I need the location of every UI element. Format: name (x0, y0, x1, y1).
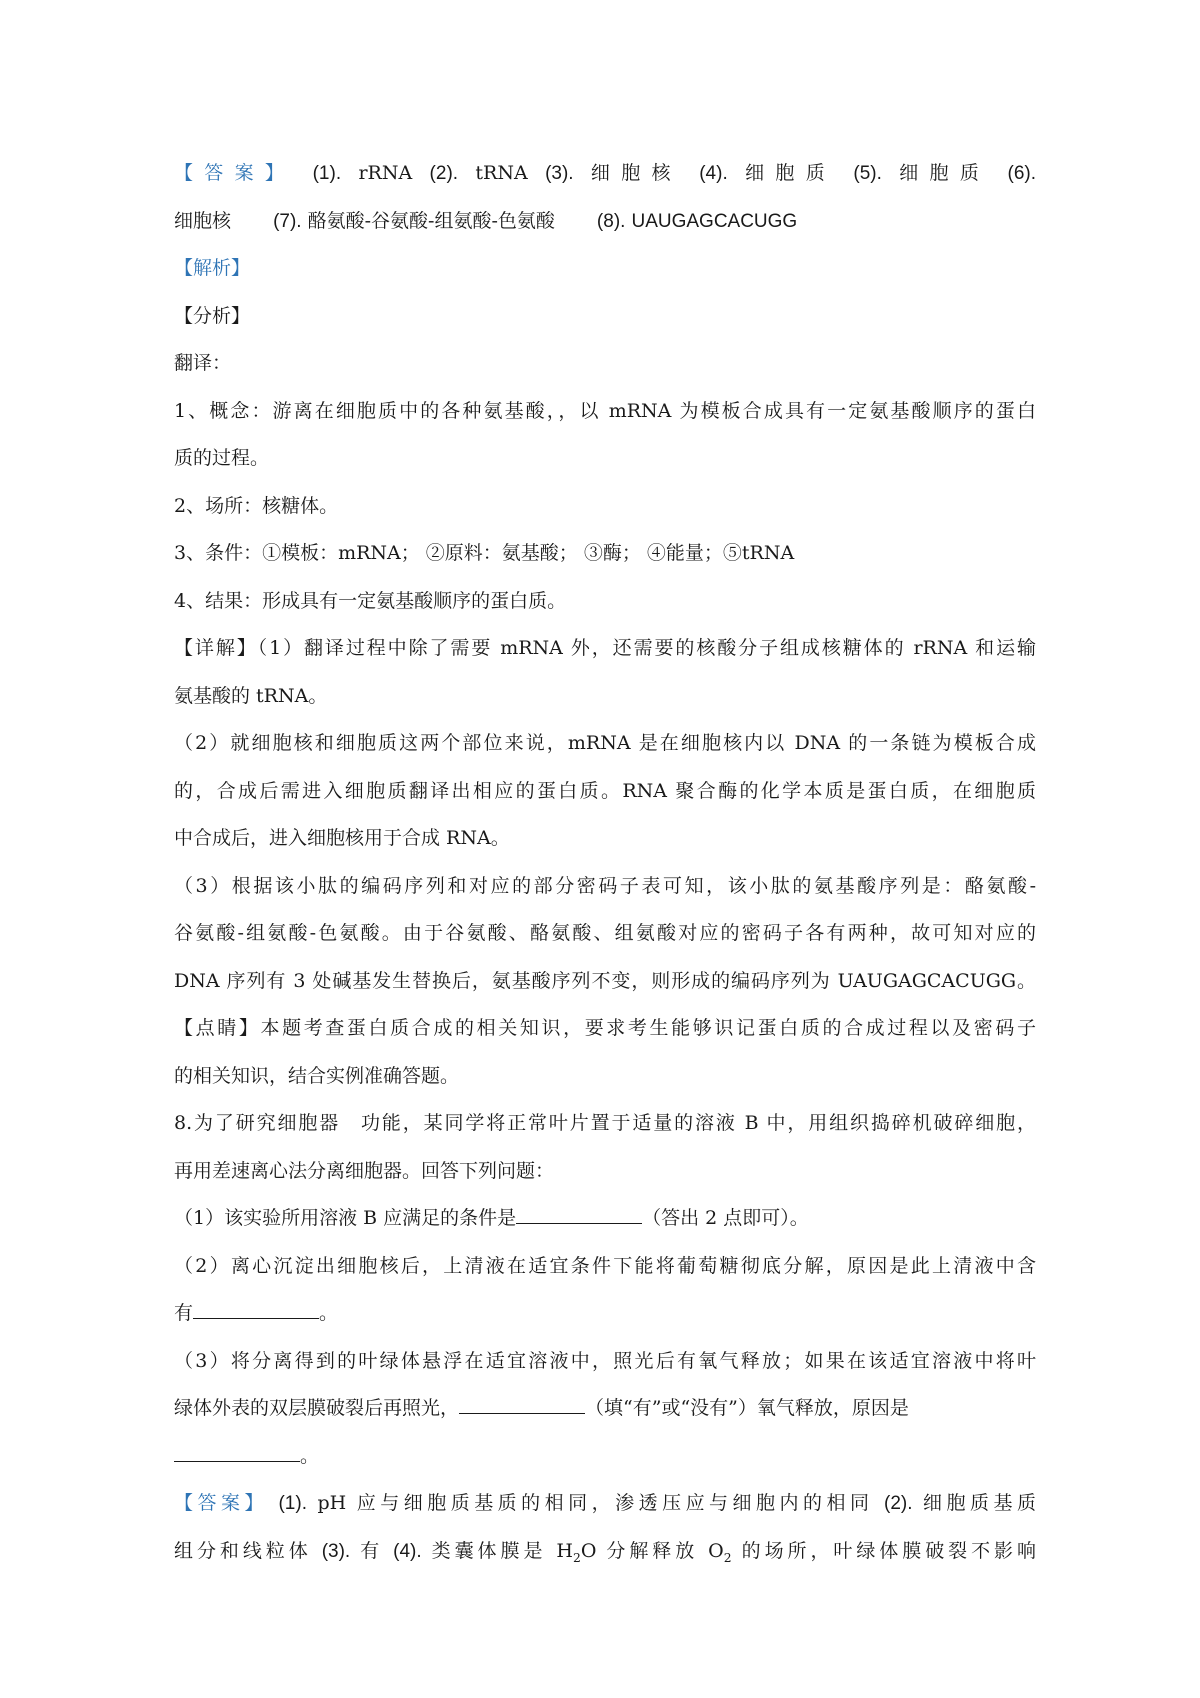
document-page (174, 150, 1036, 1575)
sub-question-1 (174, 1195, 1036, 1243)
answer-blank (193, 1298, 319, 1319)
answer-text: 组分和线粒体 (174, 1539, 312, 1562)
jiexi-tag: 【解析】 (174, 257, 251, 279)
sub-question-2-cont (174, 1290, 1036, 1338)
dianjing-text: 本题考查蛋白质合成的相关知识，要求考生能够识记蛋白质的合成过程以及密码子 (260, 1017, 1036, 1039)
xiangjie-text: （2）就细胞核和细胞质这两个部位来说，mRNA 是在细胞核内以 DNA 的一条链为模板合成 (174, 732, 1036, 754)
sub-question-text: （填“有”或“没有”）氧气释放，原因是 (585, 1397, 909, 1419)
answer-number: (4). (393, 1540, 422, 1562)
answer-number: (1). (278, 1493, 307, 1514)
answer-tag: 【答案】 (174, 162, 296, 184)
sub-question-text: 有 (174, 1302, 194, 1324)
xiangjie-text: 氨基酸的 tRNA。 (174, 684, 328, 707)
answer-text: 酪氨酸-谷氨酸-组氨酸-色氨酸 (307, 209, 555, 232)
fenxi-paragraph: 质的过程。 (174, 447, 270, 469)
sub-question-text: （1）该实验所用溶液 B 应满足的条件是 (174, 1207, 517, 1229)
answer-text: 类囊体膜是 $H_2O$ 分解释放 $O_2$ 的场所，叶绿体膜破裂不影响 (431, 1539, 1037, 1565)
sub-question-3: （3）将分离得到的叶绿体悬浮在适宜溶液中，照光后有氧气释放；如果在该适宜溶液中将叶 (174, 1349, 1036, 1372)
answer-number: (1). (312, 163, 342, 184)
dianjing-line (174, 1005, 1036, 1053)
answer-number: (6). (1007, 163, 1037, 184)
sub-question-text: 绿体外表的双层膜破裂后再照光， (174, 1397, 460, 1419)
answer-text: 有 (360, 1539, 384, 1562)
dianjing-tag: 【点睛】 (174, 1017, 261, 1039)
answer-number: (7). (273, 210, 302, 232)
answer-text: tRNA (475, 162, 528, 184)
answer-blank (174, 1441, 300, 1462)
answer-number: (8). (596, 210, 626, 232)
answer-number: (3). (545, 163, 574, 184)
answer-number: (2). (429, 163, 459, 184)
answer-text: 细胞质基质 (923, 1492, 1036, 1514)
answer-number: (5). (853, 163, 882, 184)
answer-tag: 【答案】 (174, 1492, 268, 1514)
answer-blank (459, 1393, 585, 1414)
xiangjie-text: （3）根据该小肽的编码序列和对应的部分密码子表可知，该小肽的氨基酸序列是：酪氨酸- (174, 874, 1036, 897)
answer-line-1 (174, 150, 1036, 198)
fenxi-tag: 【分析】 (174, 304, 251, 327)
answer-line-4 (174, 1528, 1036, 1576)
sub-question-text: （答出 2 点即可）。 (642, 1207, 809, 1229)
dianjing-text: 的相关知识，结合实例准确答题。 (174, 1064, 460, 1087)
xiangjie-tag: 【详解】 (174, 637, 258, 659)
xiangjie-text: 谷氨酸-组氨酸-色氨酸。由于谷氨酸、酪氨酸、组氨酸对应的密码子各有两种，故可知对应的 (174, 922, 1036, 944)
question-stem: 再用差速离心法分离细胞器。回答下列问题： (174, 1159, 555, 1182)
answer-text: UAUGAGCACUGG (631, 210, 798, 232)
answer-text: 细胞核 (174, 209, 232, 232)
answer-number: (2). (884, 1493, 913, 1514)
xiangjie-text: DNA 序列有 3 处碱基发生替换后，氨基酸序列不变，则形成的编码序列为 UAUGAGCACUGG。 (174, 969, 1036, 992)
answer-line-3 (174, 1480, 1036, 1528)
answer-text: 细胞质 (745, 162, 837, 184)
answer-line-2 (174, 198, 1036, 246)
xiangjie-text: 的，合成后需进入细胞质翻译出相应的蛋白质。RNA 聚合酶的化学本质是蛋白质，在细胞质 (174, 779, 1036, 802)
fenxi-heading: 翻译： (174, 352, 232, 374)
answer-text: 细胞核 (590, 162, 682, 184)
sub-question-3-cont (174, 1385, 1036, 1433)
fenxi-paragraph: 3、条件：①模板：mRNA； ②原料：氨基酸； ③酶； ④能量；⑤tRNA (174, 542, 795, 564)
fenxi-paragraph: 4、结果：形成具有一定氨基酸顺序的蛋白质。 (174, 589, 567, 612)
answer-blank (516, 1203, 642, 1224)
question-stem: 8.为了研究细胞器 功能，某同学将正常叶片置于适量的溶液 B 中，用组织捣碎机破碎细胞， (174, 1112, 1036, 1134)
fenxi-paragraph: 2、场所：核糖体。 (174, 494, 339, 517)
answer-text: pH 应与细胞质基质的相同，渗透压应与细胞内的相同 (317, 1492, 874, 1514)
answer-text: 细胞质 (899, 162, 991, 184)
sub-question-2: （2）离心沉淀出细胞核后，上清液在适宜条件下能将葡萄糖彻底分解，原因是此上清液中含 (174, 1254, 1036, 1277)
xiangjie-line (174, 625, 1036, 673)
answer-number: (4). (699, 163, 728, 184)
sub-question-text: 。 (300, 1444, 320, 1467)
answer-number: (3). (321, 1540, 351, 1562)
sub-question-text: 。 (319, 1302, 339, 1324)
xiangjie-text: 中合成后，进入细胞核用于合成 RNA。 (174, 827, 510, 849)
answer-text: rRNA (358, 162, 413, 184)
fenxi-paragraph: 1、概念：游离在细胞质中的各种氨基酸，，以 mRNA 为模板合成具有一定氨基酸顺序的蛋白 (174, 399, 1036, 422)
sub-question-3-cont (174, 1433, 1036, 1481)
xiangjie-text: （1）翻译过程中除了需要 mRNA 外，还需要的核酸分子组成核糖体的 rRNA 和运输 (257, 637, 1036, 659)
